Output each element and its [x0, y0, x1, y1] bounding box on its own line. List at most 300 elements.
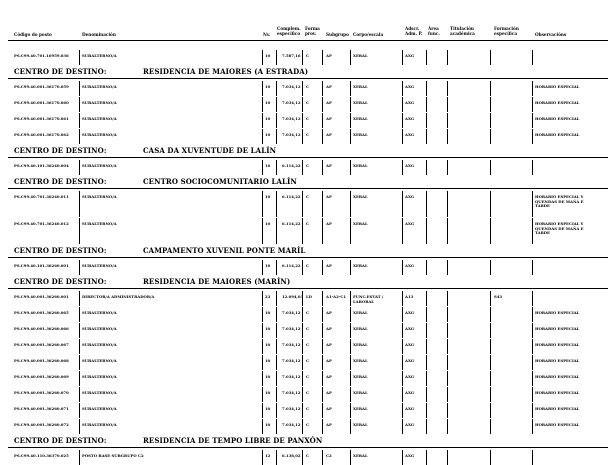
cell-denominacion: SUBALTERNO/A: [82, 326, 117, 331]
cell-code: PS.C99.40.001.36260.068: [14, 358, 69, 363]
column-separator: [532, 355, 533, 370]
column-separator: [532, 403, 533, 418]
cell-nv: 12: [265, 453, 271, 458]
column-separator: [262, 50, 263, 65]
cell-forma-prov: C: [306, 163, 310, 168]
cell-corpo: XERAL: [353, 406, 368, 411]
table-row: [0, 291, 615, 306]
cell-complem: 6.138,02: [282, 453, 301, 458]
column-separator: [402, 355, 403, 370]
column-separator: [302, 450, 303, 465]
center-heading: [0, 146, 615, 156]
column-separator: [79, 81, 80, 96]
column-separator: [302, 371, 303, 386]
cell-forma-prov: C: [306, 100, 310, 105]
column-separator: [532, 323, 533, 338]
column-separator: [447, 371, 448, 386]
center-name: RESIDENCIA DE TEMPO LIBRE DE PANXÓN: [143, 436, 323, 445]
center-divider: [8, 188, 608, 189]
column-separator: [447, 419, 448, 434]
cell-complem: 7.034,12: [282, 342, 301, 347]
column-separator: [402, 419, 403, 434]
header-complem: Complem. específico: [277, 26, 301, 36]
cell-complem: 7.034,12: [282, 310, 301, 315]
header-forma-prov: Forma prov.: [305, 26, 320, 36]
column-separator: [302, 191, 303, 217]
column-separator: [402, 371, 403, 386]
cell-observacions: HORARIO ESPECIAL: [535, 100, 580, 105]
column-separator: [322, 387, 323, 402]
cell-observacions: HORARIO ESPECIAL: [535, 374, 580, 379]
column-separator: [302, 97, 303, 112]
header-codigo: Código do posto: [14, 32, 52, 37]
column-separator: [276, 419, 277, 434]
cell-code: PS.C99.40.001.36260.067: [14, 342, 69, 347]
column-separator: [322, 191, 323, 217]
column-separator: [532, 419, 533, 434]
center-label: CENTRO DE DESTINO:: [14, 177, 107, 186]
cell-adscr: AXG: [405, 53, 415, 58]
column-separator: [350, 260, 351, 275]
cell-complem: 7.034,12: [282, 374, 301, 379]
cell-complem: 6.114,22: [282, 263, 301, 268]
column-separator: [79, 291, 80, 306]
cell-subgrupo: AP: [326, 116, 332, 121]
column-separator: [426, 81, 427, 96]
column-separator: [322, 323, 323, 338]
cell-adscr: AXG: [405, 132, 415, 137]
column-separator: [262, 355, 263, 370]
column-separator: [490, 355, 491, 370]
cell-nv: 10: [265, 194, 271, 199]
cell-adscr: A13: [405, 294, 414, 299]
center-label: CENTRO DE DESTINO:: [14, 436, 107, 445]
column-separator: [262, 419, 263, 434]
column-separator: [426, 387, 427, 402]
cell-subgrupo: AP: [326, 342, 332, 347]
cell-corpo: XERAL: [353, 116, 368, 121]
column-separator: [402, 339, 403, 354]
column-separator: [532, 113, 533, 128]
cell-observacions: HORARIO ESPECIAL Y QUENDAS DE MAÑÁ E TARDE: [535, 194, 584, 209]
column-separator: [322, 218, 323, 244]
cell-nv: 10: [265, 342, 271, 347]
cell-adscr: AXG: [405, 194, 415, 199]
column-separator: [322, 355, 323, 370]
cell-denominacion: SUBALTERNO/A: [82, 374, 117, 379]
column-separator: [79, 160, 80, 175]
cell-observacions: HORARIO ESPECIAL: [535, 358, 580, 363]
column-separator: [490, 291, 491, 306]
column-separator: [350, 323, 351, 338]
cell-subgrupo: AP: [326, 310, 332, 315]
center-label: CENTRO DE DESTINO:: [14, 277, 107, 286]
table-row: [0, 160, 615, 175]
column-separator: [79, 450, 80, 465]
cell-adscr: AXG: [405, 342, 415, 347]
cell-observacions: HORARIO ESPECIAL: [535, 390, 580, 395]
column-separator: [276, 260, 277, 275]
cell-code: PS.C99.40.001.36260.070: [14, 390, 69, 395]
cell-subgrupo: AP: [326, 100, 332, 105]
column-separator: [532, 191, 533, 217]
cell-subgrupo: AP: [326, 326, 332, 331]
column-separator: [276, 339, 277, 354]
column-separator: [447, 218, 448, 244]
cell-code: PS.C99.40.001.36170.059: [14, 84, 69, 89]
column-separator: [532, 371, 533, 386]
cell-denominacion: SUBALTERNO/A: [82, 84, 117, 89]
column-separator: [322, 307, 323, 322]
column-separator: [350, 129, 351, 144]
cell-adscr: AXG: [405, 390, 415, 395]
cell-forma-prov: C: [306, 453, 310, 458]
column-separator: [322, 129, 323, 144]
cell-observacions: HORARIO ESPECIAL Y QUENDAS DE MAÑÁ E TARDE: [535, 221, 584, 236]
column-separator: [532, 50, 533, 65]
column-separator: [322, 371, 323, 386]
center-divider: [8, 288, 608, 289]
center-divider: [8, 157, 608, 158]
column-separator: [262, 113, 263, 128]
cell-denominacion: SUBALTERNO/A: [82, 116, 117, 121]
column-separator: [302, 339, 303, 354]
column-separator: [276, 450, 277, 465]
column-separator: [532, 160, 533, 175]
column-separator: [490, 307, 491, 322]
column-separator: [532, 97, 533, 112]
header-corpo: Corpo/escala: [353, 32, 384, 37]
column-separator: [79, 371, 80, 386]
cell-adscr: AXG: [405, 116, 415, 121]
cell-forma-prov: C: [306, 194, 310, 199]
column-separator: [426, 419, 427, 434]
column-separator: [447, 339, 448, 354]
cell-denominacion: SUBALTERNO/A: [82, 194, 117, 199]
cell-nv: 10: [265, 100, 271, 105]
column-separator: [350, 218, 351, 244]
column-separator: [302, 81, 303, 96]
column-separator: [350, 355, 351, 370]
cell-complem: 6.114,22: [282, 194, 301, 199]
cell-denominacion: SUBALTERNO/A: [82, 422, 117, 427]
column-separator: [350, 113, 351, 128]
header-divider: [8, 40, 608, 41]
cell-formacion: S43: [494, 294, 503, 299]
center-divider: [8, 257, 608, 258]
column-separator: [402, 323, 403, 338]
header-adscr: Adscr. Adm. P.: [405, 26, 423, 36]
column-separator: [276, 50, 277, 65]
column-separator: [447, 191, 448, 217]
cell-subgrupo: AP: [326, 263, 332, 268]
column-separator: [79, 191, 80, 217]
column-separator: [426, 371, 427, 386]
cell-code: PS.C99.40.701.36240.011: [14, 194, 69, 199]
column-separator: [532, 218, 533, 244]
column-separator: [402, 81, 403, 96]
column-separator: [490, 450, 491, 465]
column-separator: [276, 387, 277, 402]
column-separator: [262, 129, 263, 144]
cell-observacions: HORARIO ESPECIAL: [535, 326, 580, 331]
column-separator: [447, 355, 448, 370]
cell-forma-prov: C: [306, 390, 310, 395]
cell-code: PS.C99.40.001.36170.062: [14, 132, 69, 137]
cell-denominacion: SUBALTERNO/A: [82, 263, 117, 268]
column-separator: [262, 307, 263, 322]
column-separator: [447, 160, 448, 175]
column-separator: [490, 160, 491, 175]
column-separator: [350, 450, 351, 465]
column-separator: [302, 113, 303, 128]
center-name: RESIDENCIA DE MAIORES (MARÍN): [143, 277, 291, 286]
column-separator: [490, 81, 491, 96]
cell-adscr: AXG: [405, 422, 415, 427]
column-separator: [426, 339, 427, 354]
table-row: [0, 191, 615, 217]
column-separator: [447, 97, 448, 112]
column-separator: [276, 291, 277, 306]
table-row: [0, 403, 615, 418]
column-separator: [350, 160, 351, 175]
header-area: Área func.: [428, 26, 440, 36]
cell-observacions: HORARIO ESPECIAL: [535, 406, 580, 411]
cell-corpo: XERAL: [353, 310, 368, 315]
column-separator: [276, 323, 277, 338]
column-separator: [447, 291, 448, 306]
cell-corpo: XERAL: [353, 453, 368, 458]
cell-nv: 10: [265, 406, 271, 411]
table-row: [0, 113, 615, 128]
cell-nv: 10: [265, 163, 271, 168]
column-separator: [262, 387, 263, 402]
cell-complem: 6.114,22: [282, 221, 301, 226]
column-separator: [532, 307, 533, 322]
cell-nv: 10: [265, 358, 271, 363]
column-separator: [532, 260, 533, 275]
cell-subgrupo: AP: [326, 221, 332, 226]
header-subgrupo: Subgrupo: [326, 32, 349, 37]
column-separator: [322, 81, 323, 96]
cell-denominacion: SUBALTERNO/A: [82, 100, 117, 105]
cell-corpo: FUNC.ESTAT / LABORAL: [353, 294, 384, 304]
column-separator: [79, 403, 80, 418]
cell-complem: 7.034,12: [282, 100, 301, 105]
column-separator: [402, 307, 403, 322]
cell-observacions: HORARIO ESPECIAL: [535, 310, 580, 315]
cell-denominacion: DIRECTOR/A ADMINISTRADOR/A: [82, 294, 155, 299]
center-label: CENTRO DE DESTINO:: [14, 67, 107, 76]
cell-forma-prov: C: [306, 342, 310, 347]
column-separator: [276, 97, 277, 112]
cell-adscr: AXG: [405, 84, 415, 89]
cell-adscr: AXG: [405, 406, 415, 411]
cell-subgrupo: AP: [326, 194, 332, 199]
cell-complem: 7.034,12: [282, 326, 301, 331]
cell-corpo: XERAL: [353, 263, 368, 268]
cell-subgrupo: AP: [326, 374, 332, 379]
cell-subgrupo: AP: [326, 422, 332, 427]
cell-corpo: XERAL: [353, 326, 368, 331]
column-separator: [262, 450, 263, 465]
cell-denominacion: SUBALTERNO/A: [82, 310, 117, 315]
column-separator: [426, 260, 427, 275]
cell-subgrupo: A1-A2-C1: [326, 294, 346, 299]
cell-nv: 10: [265, 310, 271, 315]
cell-denominacion: SUBALTERNO/A: [82, 163, 117, 168]
cell-forma-prov: C: [306, 116, 310, 121]
cell-code: PS.C99.40.701.36240.012: [14, 221, 69, 226]
table-row: [0, 387, 615, 402]
cell-denominacion: SUBALTERNO/A: [82, 221, 117, 226]
column-separator: [447, 403, 448, 418]
column-separator: [402, 50, 403, 65]
column-separator: [490, 191, 491, 217]
center-heading: [0, 177, 615, 187]
cell-denominacion: SUBALTERNO/A: [82, 132, 117, 137]
column-separator: [350, 291, 351, 306]
column-separator: [447, 129, 448, 144]
column-separator: [79, 307, 80, 322]
column-separator: [302, 218, 303, 244]
cell-code: PS.C99.40.001.36260.066: [14, 326, 69, 331]
column-separator: [79, 387, 80, 402]
cell-complem: 7.587,16: [282, 53, 301, 58]
cell-corpo: XERAL: [353, 163, 368, 168]
cell-forma-prov: C: [306, 326, 310, 331]
cell-observacions: HORARIO ESPECIAL: [535, 342, 580, 347]
column-separator: [490, 323, 491, 338]
column-separator: [79, 339, 80, 354]
column-separator: [302, 129, 303, 144]
center-name: CENTRO SOCIOCOMUNITARIO LALÍN: [143, 177, 297, 186]
column-separator: [262, 291, 263, 306]
center-label: CENTRO DE DESTINO:: [14, 146, 107, 155]
column-separator: [490, 339, 491, 354]
column-separator: [402, 113, 403, 128]
column-separator: [79, 218, 80, 244]
column-separator: [490, 129, 491, 144]
header-nv: Nv.: [263, 32, 271, 37]
column-separator: [302, 403, 303, 418]
cell-adscr: AXG: [405, 163, 415, 168]
column-separator: [302, 419, 303, 434]
column-separator: [350, 307, 351, 322]
column-separator: [302, 387, 303, 402]
column-separator: [322, 419, 323, 434]
cell-code: PS.C99.40.701.16959.036: [14, 53, 69, 58]
cell-corpo: XERAL: [353, 342, 368, 347]
center-heading: [0, 277, 615, 287]
cell-nv: 10: [265, 374, 271, 379]
column-separator: [302, 355, 303, 370]
column-separator: [426, 403, 427, 418]
table-row: [0, 307, 615, 322]
column-separator: [276, 113, 277, 128]
cell-adscr: AXG: [405, 310, 415, 315]
cell-subgrupo: AP: [326, 358, 332, 363]
cell-nv: 23: [265, 294, 271, 299]
column-separator: [402, 387, 403, 402]
cell-corpo: XERAL: [353, 53, 368, 58]
center-name: CAMPAMENTO XUVENIL PONTE MARÍL: [143, 246, 306, 255]
column-separator: [276, 191, 277, 217]
table-row: [0, 97, 615, 112]
cell-subgrupo: AP: [326, 132, 332, 137]
cell-code: PS.C99.40.001.36170.061: [14, 116, 69, 121]
cell-subgrupo: AP: [326, 406, 332, 411]
cell-adscr: AXG: [405, 374, 415, 379]
column-separator: [322, 291, 323, 306]
cell-nv: 10: [265, 263, 271, 268]
column-separator: [532, 387, 533, 402]
cell-denominacion: POSTO BASE SUBGRUPO C2: [82, 453, 144, 458]
column-separator: [276, 81, 277, 96]
table-row: [0, 218, 615, 244]
column-separator: [490, 419, 491, 434]
column-separator: [262, 323, 263, 338]
column-separator: [426, 450, 427, 465]
table-row: [0, 323, 615, 338]
column-separator: [322, 403, 323, 418]
cell-forma-prov: C: [306, 310, 310, 315]
column-separator: [490, 218, 491, 244]
cell-corpo: XERAL: [353, 374, 368, 379]
cell-observacions: HORARIO ESPECIAL: [535, 422, 580, 427]
cell-observacions: HORARIO ESPECIAL: [535, 84, 580, 89]
column-separator: [350, 97, 351, 112]
cell-observacions: HORARIO ESPECIAL: [535, 132, 580, 137]
column-separator: [276, 160, 277, 175]
column-separator: [532, 339, 533, 354]
cell-subgrupo: AP: [326, 53, 332, 58]
column-separator: [447, 323, 448, 338]
cell-complem: 7.034,12: [282, 390, 301, 395]
cell-complem: 7.034,12: [282, 358, 301, 363]
cell-complem: 7.034,12: [282, 406, 301, 411]
column-separator: [262, 191, 263, 217]
column-separator: [426, 218, 427, 244]
column-separator: [447, 450, 448, 465]
column-separator: [79, 97, 80, 112]
cell-forma-prov: C: [306, 84, 310, 89]
cell-forma-prov: C: [306, 374, 310, 379]
column-separator: [322, 50, 323, 65]
cell-code: PS.C99.40.001.36260.071: [14, 406, 69, 411]
column-separator: [276, 218, 277, 244]
table-row: [0, 450, 615, 465]
column-separator: [426, 97, 427, 112]
cell-code: PS.C99.40.001.36260.072: [14, 422, 69, 427]
cell-forma-prov: C: [306, 221, 310, 226]
column-separator: [276, 355, 277, 370]
table-row: [0, 81, 615, 96]
column-separator: [532, 129, 533, 144]
center-heading: [0, 67, 615, 77]
column-separator: [322, 97, 323, 112]
cell-forma-prov: LD: [306, 294, 312, 299]
header-denominacion: Denominación: [82, 32, 116, 37]
cell-forma-prov: C: [306, 358, 310, 363]
column-separator: [350, 50, 351, 65]
column-separator: [276, 371, 277, 386]
table-row: [0, 339, 615, 354]
column-separator: [426, 323, 427, 338]
column-separator: [79, 113, 80, 128]
center-label: CENTRO DE DESTINO:: [14, 246, 107, 255]
column-separator: [447, 50, 448, 65]
